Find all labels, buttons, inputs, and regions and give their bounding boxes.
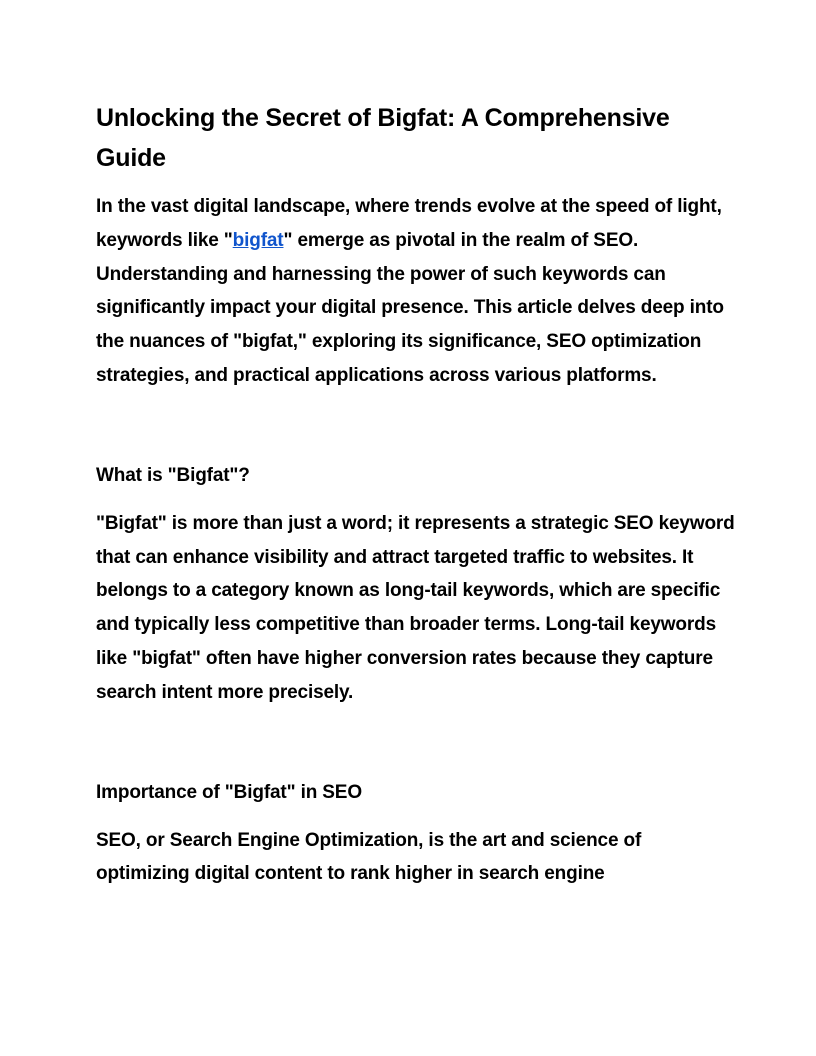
section-paragraph-what-is-bigfat: "Bigfat" is more than just a word; it represents a strategic SEO keyword that can enhance visibility and attract targeted traffic to websites. It belongs to a category known as long-tail keywords, which are specific and typically less competitive than broader terms. Long-tail keywords like "bigfat" often have higher conversion rates because they capture search intent more precisely.	[96, 512, 735, 703]
document-content	[96, 98, 736, 891]
intro-paragraph	[96, 190, 736, 393]
intro-text-before-link: In the vast digital landscape, where trends evolve at the speed of light, keywords like "	[96, 196, 722, 251]
intro-text-after-link: " emerge as pivotal in the realm of SEO. Understanding and harnessing the power of such keywords can significantly impact your digital presence. This article delves deep into the nuances of "bigfat," exploring its significance, SEO optimization strategies, and practical applications across various platforms.	[96, 229, 724, 386]
section-paragraph-importance: SEO, or Search Engine Optimization, is the art and science of optimizing digital content to rank higher in search engine	[96, 829, 642, 885]
section-heading-what-is-bigfat: What is "Bigfat"?	[96, 464, 250, 486]
section-heading-importance: Importance of "Bigfat" in SEO	[96, 781, 362, 803]
document-title: Unlocking the Secret of Bigfat: A Comprehensive Guide	[96, 104, 670, 172]
bigfat-link[interactable]: bigfat	[232, 229, 284, 251]
